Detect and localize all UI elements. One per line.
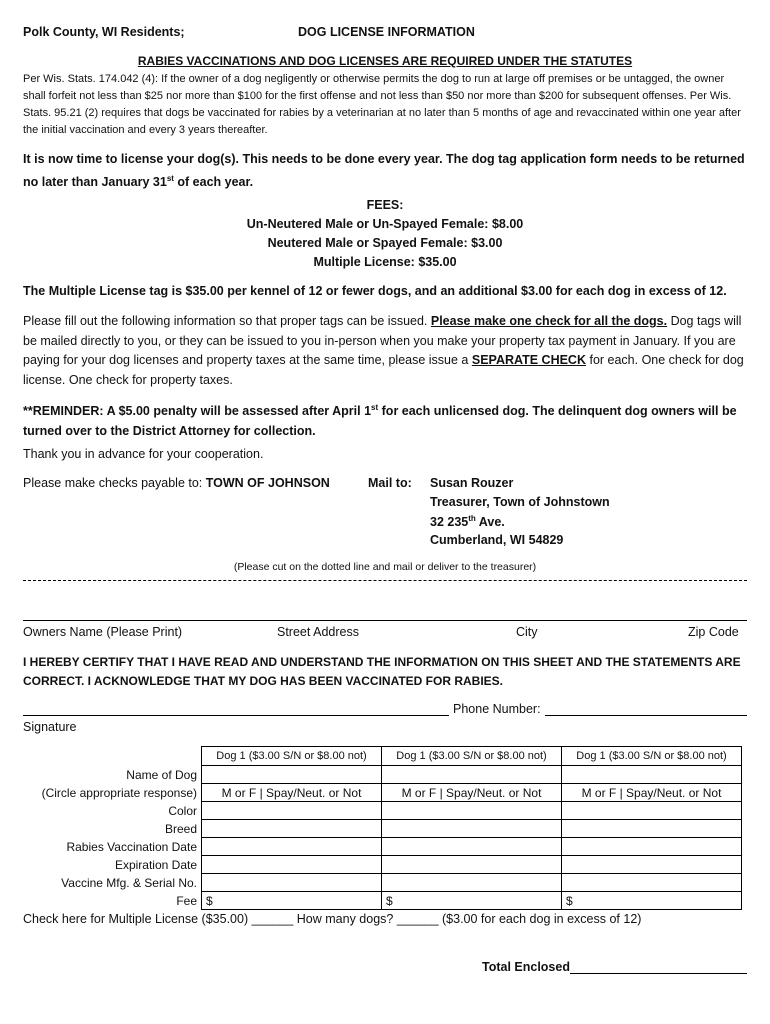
reminder-paragraph [23,398,747,441]
notice-sup: st [166,174,174,183]
instructions-text-2: Dog tags will be mailed directly to you, or they can be issued to you in-person when you make your property tax payment in January. If you are paying for your dog licenses and property taxes at the same time, please issue a [23,314,742,367]
fee-cell[interactable]: $ [562,892,742,910]
statute-paragraph: Per Wis. Stats. 174.042 (4): If the owner of a dog negligently or otherwise permits the dog to run at large off premises or be untagged, the owner shall forfeit not less than $25 nor more than $100 for the first offense and not less than $50 nor more than $200 for subsequent offenses. Per Wis. Stats. 95.21 (2) requires that dogs be vaccinated for rabies by a veterinarian at no later than 5 months of age and revaccinated within one year after the initial vaccination and every 3 years thereafter. [23,73,741,136]
fee-line-multiple: Multiple License: $35.00 [313,255,457,269]
signature-line[interactable] [23,703,449,716]
dog-column-header: Dog 1 ($3.00 S/N or $8.00 not) [202,747,382,766]
table-row [23,874,742,892]
multiple-license-check[interactable]: Check here for Multiple License ($35.00) ______ How many dogs? ______ ($3.00 for each dog in excess of 12) [23,912,642,926]
fee-line-unneutered: Un-Neutered Male or Un-Spayed Female: $8.00 [246,217,524,231]
street-address-label: Street Address [277,625,359,639]
sex-status-cell[interactable]: M or F | Spay/Neut. or Not [202,784,382,802]
fee-line-neutered: Neutered Male or Spayed Female: $3.00 [267,236,503,250]
owner-name-label: Owners Name (Please Print) [23,625,183,639]
total-enclosed-line[interactable] [570,961,747,974]
dog-name-cell[interactable] [562,766,742,784]
thanks-text: Thank you in advance for your cooperation. [23,447,264,461]
city-label: City [516,625,538,639]
mail-to-label: Mail to: [368,476,412,490]
owner-info-line[interactable] [23,608,747,621]
table-row [23,766,742,784]
color-cell[interactable] [382,802,562,820]
sex-status-cell[interactable]: M or F | Spay/Neut. or Not [562,784,742,802]
mail-street-num: 32 235 [430,515,469,530]
row-label-rabies: Rabies Vaccination Date [66,839,197,854]
expiration-date-cell[interactable] [202,856,382,874]
dog-name-cell[interactable] [382,766,562,784]
row-label-fee: Fee [176,893,197,908]
table-row [23,856,742,874]
phone-label: Phone Number: [453,702,541,716]
sex-status-cell[interactable]: M or F | Spay/Neut. or Not [382,784,562,802]
multiple-tag-text: The Multiple License tag is $35.00 per kennel of 12 or fewer dogs, and an additional $3.00 for each dog in excess of 12. [23,284,727,298]
cut-note: (Please cut on the dotted line and mail or deliver to the treasurer) [233,561,537,573]
certify-statement: I HEREBY CERTIFY THAT I HAVE READ AND UNDERSTAND THE INFORMATION ON THIS SHEET AND THE STATEMENTS ARE CORRECT. I ACKNOWLEDGE THAT MY DOG HAS BEEN VACCINATED FOR RABIES. [23,655,741,688]
dog-name-cell[interactable] [202,766,382,784]
row-label-expiration: Expiration Date [114,857,197,872]
notice-text-1: It is now time to license your dog(s). This needs to be done every year. The dog tag application form needs to be returned no later than January 31 [23,152,745,190]
instructions-text-3: for each. One check for dog license. One check for property taxes. [23,353,744,387]
expiration-date-cell[interactable] [562,856,742,874]
rabies-date-cell[interactable] [202,838,382,856]
mail-street [430,514,505,529]
row-label-vaccine: Vaccine Mfg. & Serial No. [61,875,197,890]
instructions-paragraph [23,312,747,390]
color-cell[interactable] [562,802,742,820]
mail-street-sup: th [468,514,476,523]
notice-text-2: of each year. [173,175,254,190]
fees-heading: FEES: [366,198,404,212]
mail-name: Susan Rouzer [430,476,514,490]
mail-street-rest: Ave. [475,515,505,530]
payable-name: TOWN OF JOHNSON [205,476,330,490]
total-enclosed-label: Total Enclosed [482,960,570,974]
mail-city: Cumberland, WI 54829 [430,533,564,547]
dog-column-header: Dog 1 ($3.00 S/N or $8.00 not) [562,747,742,766]
breed-cell[interactable] [382,820,562,838]
phone-line[interactable] [545,703,747,716]
rabies-date-cell[interactable] [562,838,742,856]
table-row [23,892,742,910]
dog-column-header: Dog 1 ($3.00 S/N or $8.00 not) [382,747,562,766]
table-row [23,802,742,820]
table-row [23,784,742,802]
table-header-row [23,747,742,766]
vaccine-serial-cell[interactable] [562,874,742,892]
statutes-subtitle: RABIES VACCINATIONS AND DOG LICENSES ARE REQUIRED UNDER THE STATUTES [137,54,633,68]
mail-title: Treasurer, Town of Johnstown [430,495,610,509]
expiration-date-cell[interactable] [382,856,562,874]
vaccine-serial-cell[interactable] [382,874,562,892]
breed-cell[interactable] [562,820,742,838]
row-label-color: Color [168,803,197,818]
vaccine-serial-cell[interactable] [202,874,382,892]
dog-info-table [23,746,742,910]
payable-line [23,476,330,490]
table-row [23,820,742,838]
table-corner [23,747,202,766]
separate-check-emphasis: SEPARATE CHECK [471,353,586,367]
reminder-text-1: **REMINDER: A $5.00 penalty will be assessed after April 1 [23,404,372,419]
instructions-text-1: Please fill out the following information so that proper tags can be issued. [23,314,431,328]
rabies-date-cell[interactable] [382,838,562,856]
fee-cell[interactable]: $ [202,892,382,910]
row-label-breed: Breed [164,821,197,836]
one-check-emphasis: Please make one check for all the dogs. [430,314,668,328]
row-label-name: Name of Dog [126,767,197,782]
residents-label: Polk County, WI Residents; [23,25,185,39]
color-cell[interactable] [202,802,382,820]
reminder-sup: st [371,403,379,412]
license-notice [23,150,747,192]
table-row [23,838,742,856]
reminder-text-2: for each unlicensed dog. The delinquent dog owners will be turned over to the District Attorney for collection. [23,404,737,438]
zip-code-label: Zip Code [688,625,739,639]
signature-label: Signature [23,720,77,734]
fee-cell[interactable]: $ [382,892,562,910]
page-title: DOG LICENSE INFORMATION [298,25,475,39]
cut-line [23,580,747,581]
breed-cell[interactable] [202,820,382,838]
payable-label: Please make checks payable to: [23,476,206,490]
row-label-circle: (Circle appropriate response) [41,785,197,800]
